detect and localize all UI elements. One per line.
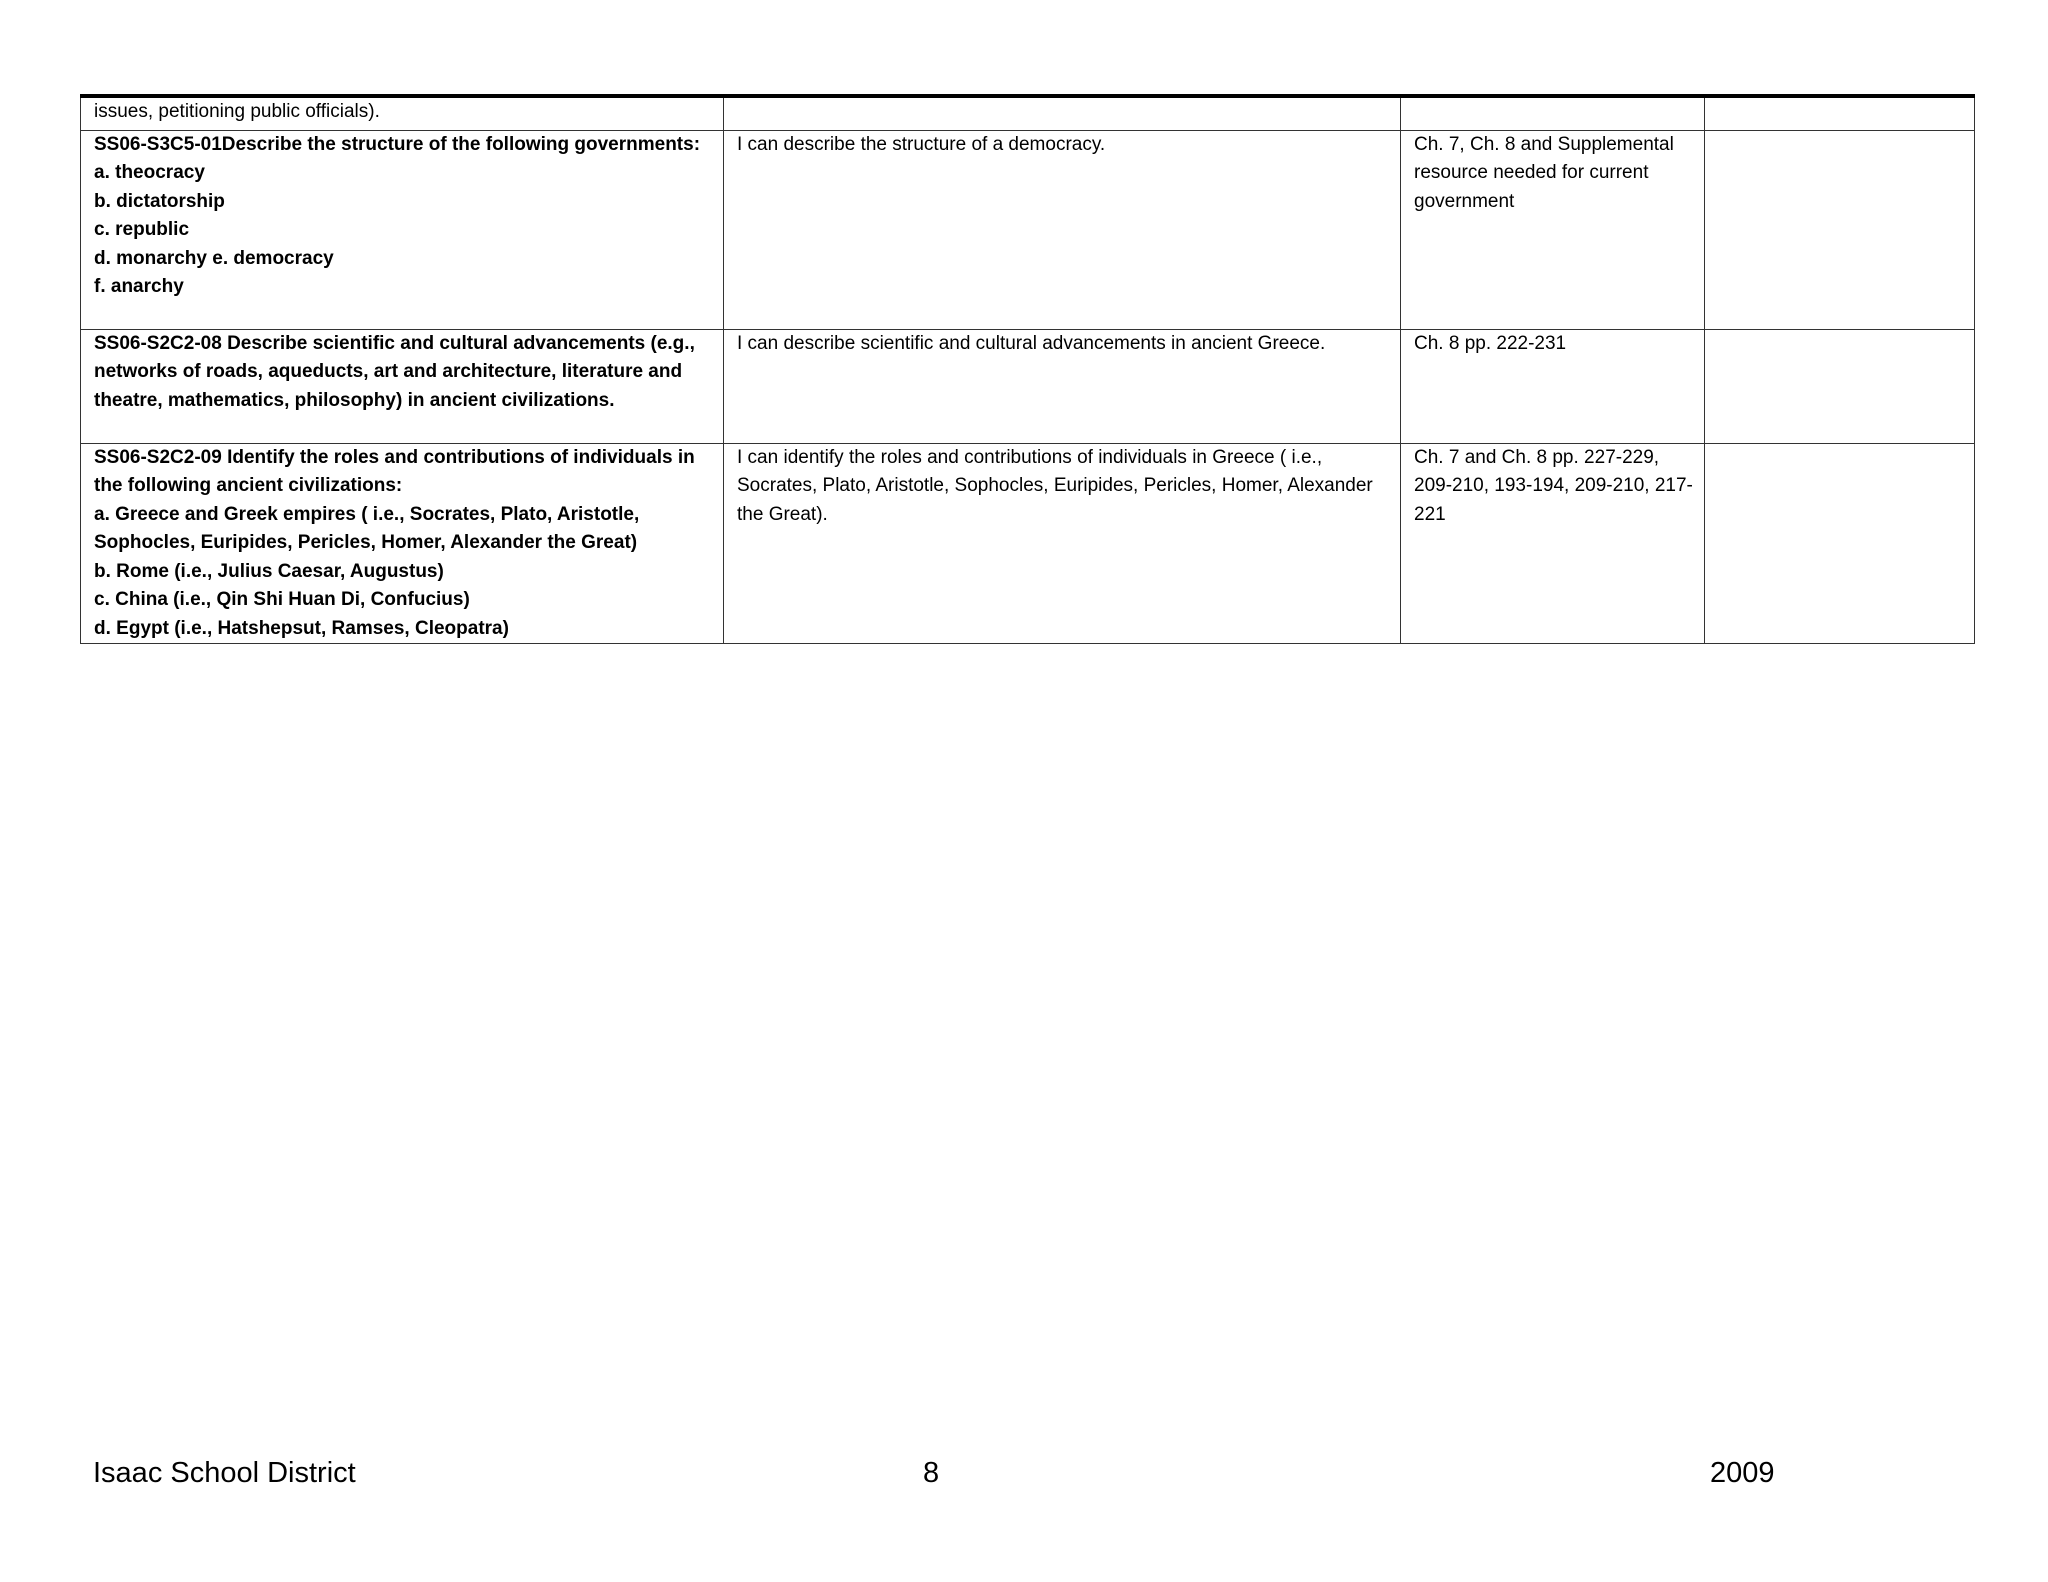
footer-district: Isaac School District xyxy=(93,1457,356,1489)
standard-cell xyxy=(81,329,724,443)
standard-code: SS06-S3C5-01 xyxy=(94,133,222,155)
standard-subitem: b. dictatorship xyxy=(94,190,225,212)
standard-subitem: f. anarchy xyxy=(94,276,184,297)
resource-cell: Ch. 7 and Ch. 8 pp. 227-229, 209-210, 193-194, 209-210, 217-221 xyxy=(1401,443,1705,644)
objective-cell: I can identify the roles and contributions of individuals in Greece ( i.e., Socrates, Plato, Aristotle, Sophocles, Euripides, Pericles, Homer, Alexander the Great). xyxy=(724,443,1401,644)
standard-code: SS06-S2C2-09 xyxy=(94,446,222,468)
table-row xyxy=(81,329,1975,443)
standard-subitem: a. Greece and Greek empires ( i.e., Socrates, Plato, Aristotle, Sophocles, Euripides, Pericles, Homer, Alexander the Great) xyxy=(94,503,640,553)
standard-cell xyxy=(81,443,724,644)
standard-subitem: d. Egypt (i.e., Hatshepsut, Ramses, Cleopatra) xyxy=(94,617,509,639)
curriculum-table xyxy=(80,94,1975,644)
objective-cell: I can describe scientific and cultural advancements in ancient Greece. xyxy=(724,329,1401,443)
resource-cell: Ch. 7, Ch. 8 and Supplemental resource needed for current government xyxy=(1401,130,1705,329)
standard-text: Describe scientific and cultural advancements (e.g., networks of roads, aqueducts, art and architecture, literature and theatre, mathematics, philosophy) in ancient civilizations. xyxy=(94,332,695,411)
standard-text: Identify the roles and contributions of individuals in the following ancient civilizations: xyxy=(94,446,695,496)
standard-subitem: b. Rome (i.e., Julius Caesar, Augustus) xyxy=(94,560,444,582)
table-row xyxy=(81,443,1975,644)
resource-cell: Ch. 8 pp. 222-231 xyxy=(1401,329,1705,443)
table-row xyxy=(81,130,1975,329)
notes-cell xyxy=(1705,130,1975,329)
standard-subitem: c. China (i.e., Qin Shi Huan Di, Confucius) xyxy=(94,589,470,610)
table-row xyxy=(81,96,1975,130)
notes-cell xyxy=(1705,329,1975,443)
notes-cell xyxy=(1705,96,1975,130)
standard-text: issues, petitioning public officials). xyxy=(94,101,380,122)
standard-text: Describe the structure of the following governments: xyxy=(221,133,701,155)
standard-subitem: d. monarchy e. democracy xyxy=(94,247,334,269)
notes-cell xyxy=(1705,443,1975,644)
standard-subitem: a. theocracy xyxy=(94,162,205,183)
objective-cell: I can describe the structure of a democracy. xyxy=(724,130,1401,329)
standard-subitem: c. republic xyxy=(94,219,190,240)
footer-year: 2009 xyxy=(1710,1457,1775,1489)
resource-cell xyxy=(1401,96,1705,130)
footer-page-number: 8 xyxy=(923,1457,940,1489)
standard-cell xyxy=(81,96,724,130)
standard-cell xyxy=(81,130,724,329)
objective-cell xyxy=(724,96,1401,130)
standard-code: SS06-S2C2-08 xyxy=(94,332,222,354)
